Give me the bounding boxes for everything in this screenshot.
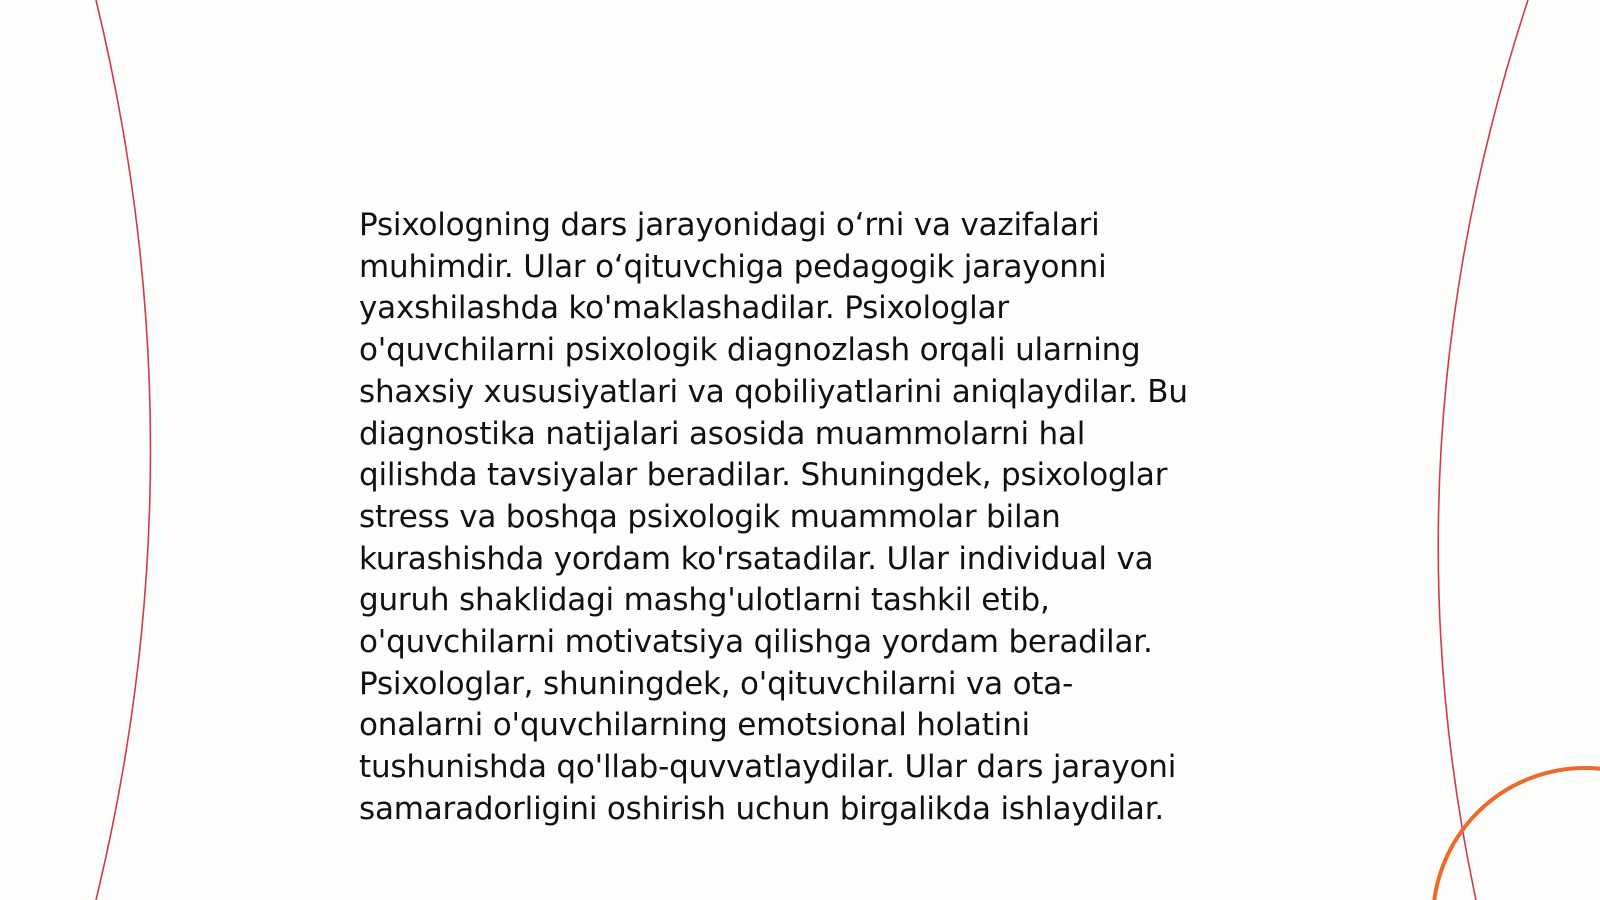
paragraph-line: kurashishda yordam ko'rsatadilar. Ular individual va	[359, 540, 1154, 577]
right-arc-line	[1438, 0, 1528, 900]
paragraph-line: guruh shaklidagi mashg'ulotlarni tashkil etib,	[359, 582, 1050, 619]
paragraph-line: Psixologning dars jarayonidagi oʻrni va vazifalari	[359, 207, 1100, 243]
paragraph-line: o'quvchilarni psixologik diagnozlash orqali ularning	[359, 332, 1141, 369]
paragraph-line: yaxshilashda ko'maklashadilar. Psixologlar	[359, 290, 1009, 327]
paragraph-line: Psixologlar, shuningdek, o'qituvchilarni va ota-	[359, 665, 1074, 702]
corner-circle-outline	[1433, 768, 1600, 900]
body-paragraph	[359, 205, 1239, 831]
paragraph-line: diagnostika natijalari asosida muammolarni hal	[359, 415, 1086, 452]
paragraph-line: samaradorligini oshirish uchun birgalikda ishlaydilar.	[359, 790, 1165, 827]
paragraph-line: onalarni o'quvchilarning emotsional holatini	[359, 707, 1030, 744]
paragraph-line: o'quvchilarni motivatsiya qilishga yordam beradilar.	[359, 624, 1153, 661]
paragraph-line: tushunishda qo'llab-quvvatlaydilar. Ular dars jarayoni	[359, 749, 1177, 786]
paragraph-line: stress va boshqa psixologik muammolar bilan	[359, 498, 1061, 535]
paragraph-line: shaxsiy xususiyatlari va qobiliyatlarini aniqlaydilar. Bu	[359, 373, 1188, 410]
paragraph-line: qilishda tavsiyalar beradilar. Shuningdek, psixologlar	[359, 457, 1168, 494]
paragraph-line: muhimdir. Ular oʻqituvchiga pedagogik jarayonni	[359, 248, 1107, 285]
left-arc-line	[96, 0, 151, 900]
